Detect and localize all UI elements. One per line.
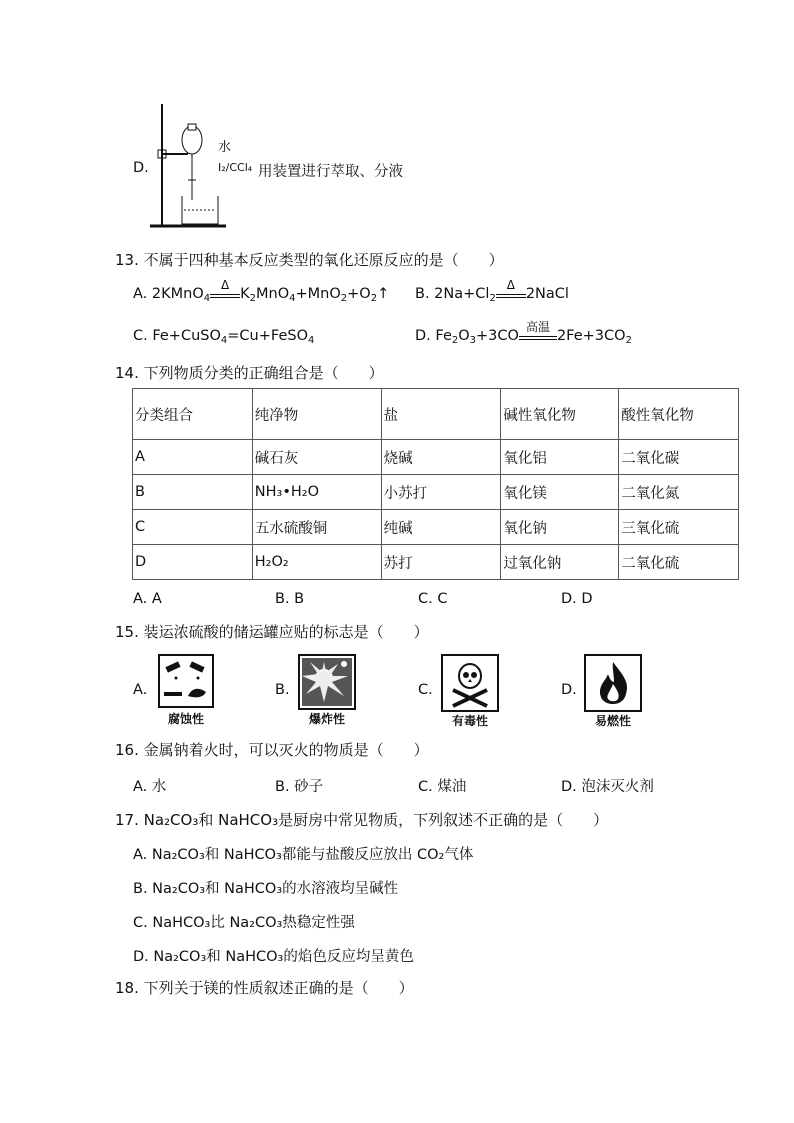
table-cell: 二氧化氮 [619,475,739,510]
table-cell: 氧化镁 [501,475,619,510]
high-temp-condition-sign: 高温 [519,328,557,344]
table-cell: B [133,475,253,510]
table-cell: NH₃•H₂O [252,475,381,510]
table-header-cell: 酸性氧化物 [619,389,739,440]
corrosive-icon [158,654,214,708]
q13-option-c: C. Fe+CuSO$_4$=Cu+FeSO$_4$ [133,328,315,346]
heat-condition-sign: Δ [210,286,240,302]
table-row [133,510,739,545]
table-cell: 苏打 [381,545,501,580]
table-row [133,475,739,510]
q16-option-b: B. 砂子 [275,779,324,795]
q13-option-a: A. 2KMnO$_4$ Δ $K_2MnO_4+MnO_2+O_2↑$ [133,278,390,304]
q16-option-c: C. 煤油 [418,779,467,795]
q16-option-a: A. 水 [133,779,167,795]
table-cell: 烧碱 [381,440,501,475]
explosive-icon [298,654,356,710]
q15-stem: 15. 装运浓硫酸的储运罐应贴的标志是（ ） [115,623,429,641]
table-header-cell: 分类组合 [133,389,253,440]
table-cell: 过氧化钠 [501,545,619,580]
q17-option-b: B. Na₂CO₃和 NaHCO₃的水溶液均呈碱性 [133,881,399,897]
separatory-funnel-apparatus [148,100,228,230]
table-row [133,545,739,580]
q15-option-c-label: 有毒性 [451,714,488,728]
table-header-cell: 碱性氧化物 [501,389,619,440]
q18-stem: 18. 下列关于镁的性质叙述正确的是（ ） [115,979,414,997]
q17-option-c: C. NaHCO₃比 Na₂CO₃热稳定性强 [133,915,355,931]
flammable-icon [584,654,642,712]
q15-option-d-letter: D. [561,682,577,698]
q17-option-a: A. Na₂CO₃和 NaHCO₃都能与盐酸反应放出 CO₂气体 [133,847,474,863]
q14-option-a: A. A [133,591,162,607]
table-row [133,440,739,475]
table-cell: 氧化钠 [501,510,619,545]
apparatus-water-label: 水 [218,140,232,155]
table-cell: 二氧化碳 [619,440,739,475]
table-header-cell: 纯净物 [252,389,381,440]
q14-option-b: B. B [275,591,305,607]
q15-option-a-letter: A. [133,682,148,698]
q15-option-a-label: 腐蚀性 [167,712,204,726]
q14-option-d: D. D [561,591,593,607]
q13-stem: 13. 不属于四种基本反应类型的氧化还原反应的是（ ） [115,251,504,269]
table-cell: 小苏打 [381,475,501,510]
q15-option-c-letter: C. [418,682,433,698]
q16-option-d: D. 泡沫灭火剂 [561,779,654,795]
q17-option-d: D. Na₂CO₃和 NaHCO₃的焰色反应均呈黄色 [133,949,414,965]
apparatus-i2-label: I₂/CCl₄ [218,161,253,174]
table-cell: 三氧化硫 [619,510,739,545]
table-cell: 二氧化硫 [619,545,739,580]
table-cell: 碱石灰 [252,440,381,475]
q12-option-d-label: D. [133,160,149,176]
classification-table [132,388,739,580]
q15-option-b-letter: B. [275,682,290,698]
toxic-icon [441,654,499,712]
q14-option-c: C. C [418,591,448,607]
q17-stem: 17. Na₂CO₃和 NaHCO₃是厨房中常见物质，下列叙述不正确的是（ ） [115,811,609,829]
table-cell: 五水硫酸铜 [252,510,381,545]
q12-option-d-text: 用装置进行萃取、分液 [258,164,403,180]
table-header-row [133,389,739,440]
q15-option-b-label: 爆炸性 [308,712,345,726]
q13-option-b: B. $2Na+Cl_2$ Δ 2NaCl [415,278,569,304]
q14-stem: 14. 下列物质分类的正确组合是（ ） [115,364,384,382]
table-cell: D [133,545,253,580]
table-cell: A [133,440,253,475]
table-cell: 氧化铝 [501,440,619,475]
table-header-cell: 盐 [381,389,501,440]
q16-stem: 16. 金属钠着火时，可以灭火的物质是（ ） [115,741,429,759]
table-cell: C [133,510,253,545]
table-cell: 纯碱 [381,510,501,545]
table-cell: H₂O₂ [252,545,381,580]
q15-option-d-label: 易燃性 [594,714,631,728]
q13-option-d: D. $Fe_2O_3+3CO$ 高温 $2Fe+3CO_2$ [415,320,632,346]
heat-condition-sign: Δ [496,286,526,302]
